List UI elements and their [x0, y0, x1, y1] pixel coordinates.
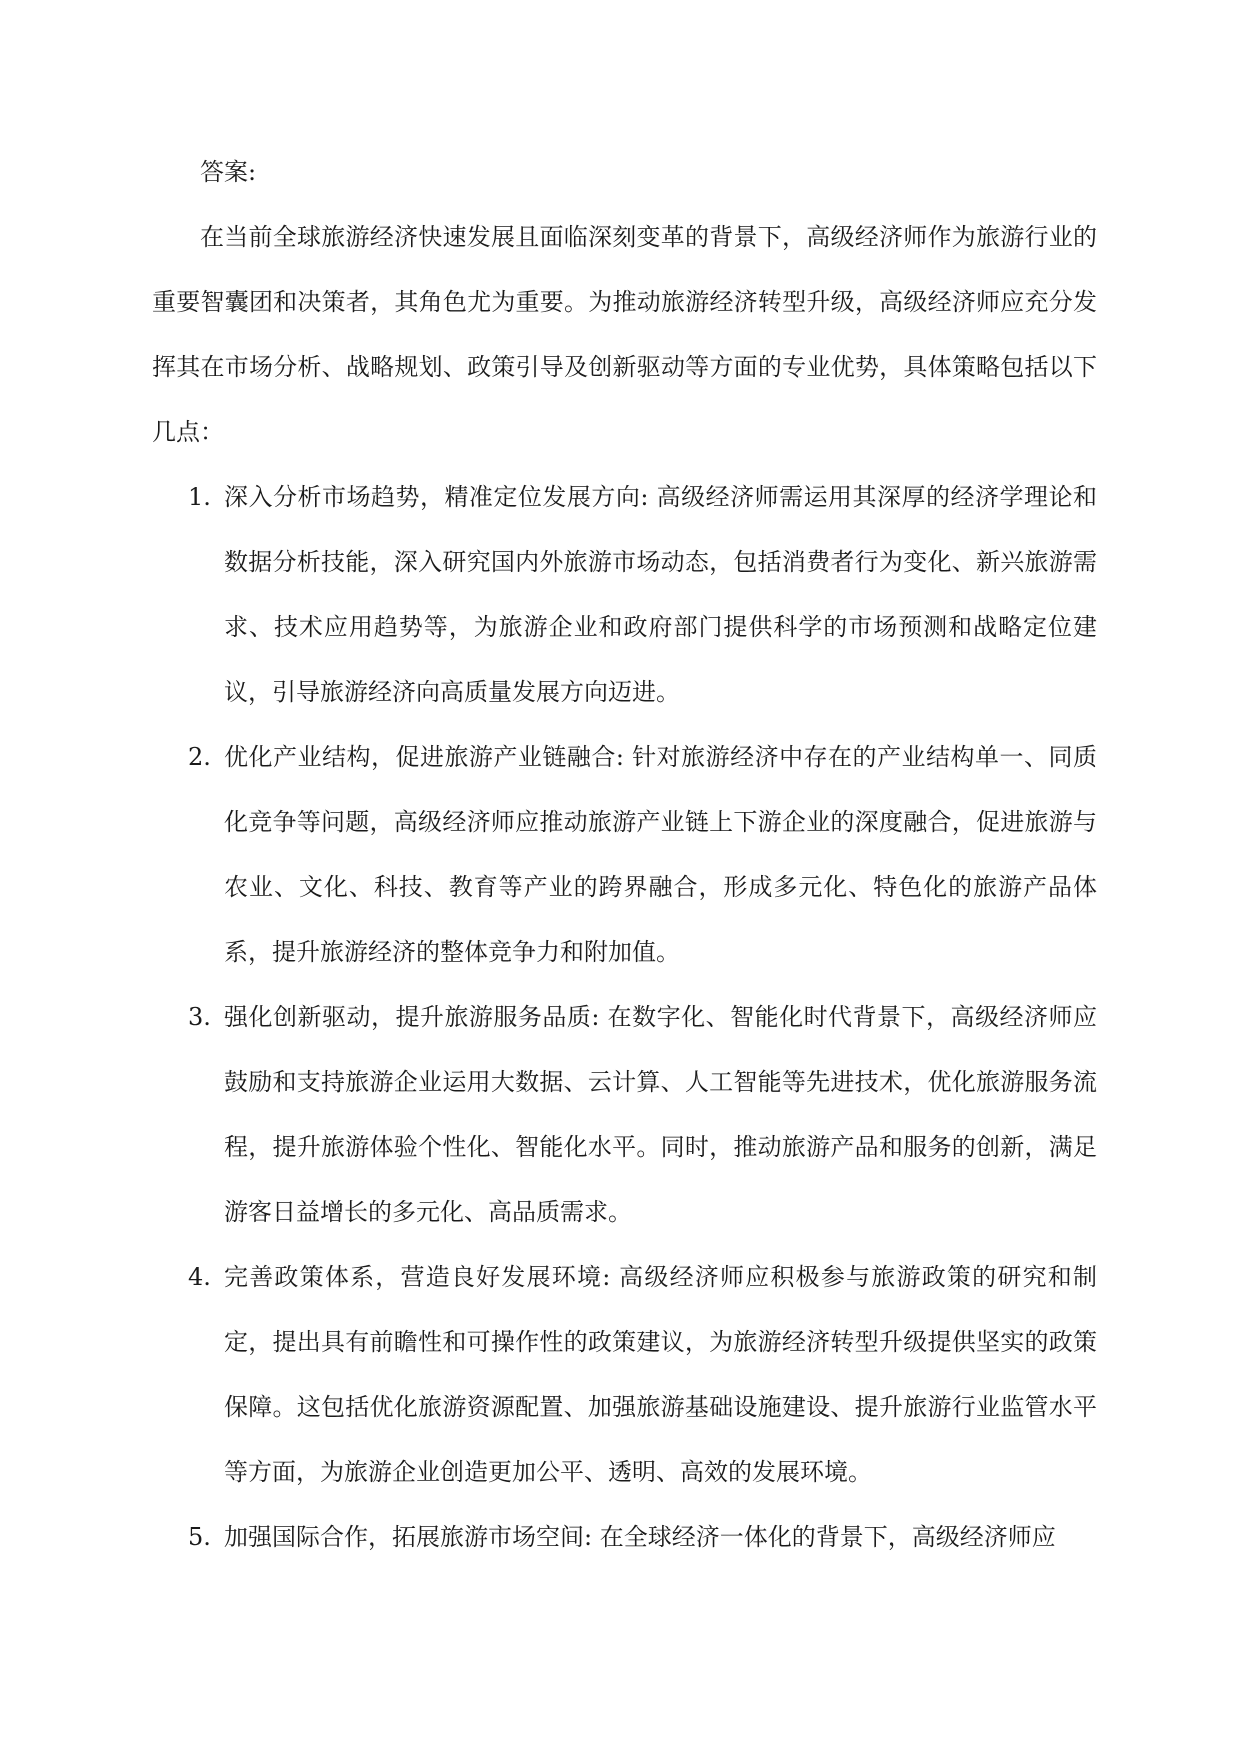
list-item-text: 完善政策体系，营造良好发展环境: 高级经济师应积极参与旅游政策的研究和制定，提出具有前瞻性和可操作性的政策建议，为旅游经济转型升级提供坚实的政策保障。这包括优化旅游资源配置、加强旅游基础设施建设、提升旅游行业监管水平等方面，为旅游企业创造更加公平、透明、高效的发展环境。	[224, 1263, 1097, 1486]
list-item-text: 加强国际合作，拓展旅游市场空间: 在全球经济一体化的背景下，高级经济师应	[224, 1523, 1056, 1551]
list-item	[152, 725, 1097, 985]
intro-paragraph: 在当前全球旅游经济快速发展且面临深刻变革的背景下，高级经济师作为旅游行业的重要智囊团和决策者，其角色尤为重要。为推动旅游经济转型升级，高级经济师应充分发挥其在市场分析、战略规划、政策引导及创新驱动等方面的专业优势，具体策略包括以下几点：	[152, 223, 1097, 446]
answer-heading: 答案:	[200, 158, 257, 186]
list-item-number: 2.	[188, 743, 211, 771]
list-item	[152, 1505, 1097, 1570]
list-item-number: 4.	[188, 1263, 211, 1291]
list-item	[152, 1245, 1097, 1505]
list-item-text: 强化创新驱动，提升旅游服务品质: 在数字化、智能化时代背景下，高级经济师应鼓励和支持旅游企业运用大数据、云计算、人工智能等先进技术，优化旅游服务流程，提升旅游体验个性化、智能化水平。同时，推动旅游产品和服务的创新，满足游客日益增长的多元化、高品质需求。	[224, 1003, 1097, 1226]
list-item	[152, 465, 1097, 725]
strategy-list	[152, 465, 1097, 1570]
list-item-number: 3.	[188, 1003, 211, 1031]
document-body	[152, 140, 1097, 1570]
list-item-number: 1.	[188, 483, 211, 511]
list-item-text: 深入分析市场趋势，精准定位发展方向: 高级经济师需运用其深厚的经济学理论和数据分析技能，深入研究国内外旅游市场动态，包括消费者行为变化、新兴旅游需求、技术应用趋势等，为旅游企业和政府部门提供科学的市场预测和战略定位建议，引导旅游经济向高质量发展方向迈进。	[224, 483, 1097, 706]
list-item	[152, 985, 1097, 1245]
list-item-text: 优化产业结构，促进旅游产业链融合: 针对旅游经济中存在的产业结构单一、同质化竞争等问题，高级经济师应推动旅游产业链上下游企业的深度融合，促进旅游与农业、文化、科技、教育等产业的跨界融合，形成多元化、特色化的旅游产品体系，提升旅游经济的整体竞争力和附加值。	[224, 743, 1097, 966]
list-item-number: 5.	[188, 1523, 211, 1551]
